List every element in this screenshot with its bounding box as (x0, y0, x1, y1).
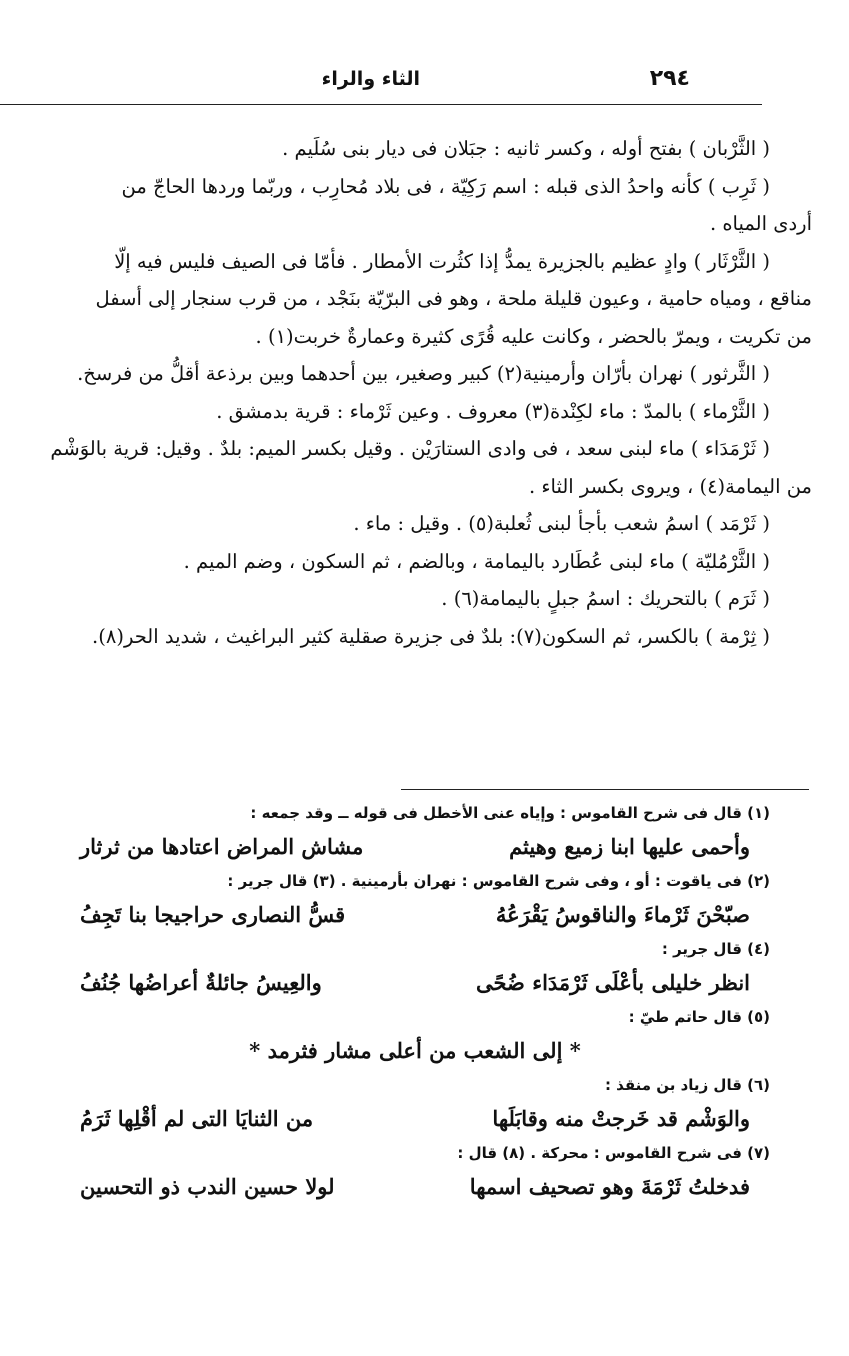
entry-line: ( الثَّرْبان ) بفتح أوله ، وكسر ثانيه : جبَلان فى ديار بنى سُلَيم . (282, 137, 770, 160)
entry-line: أردى المياه . (709, 212, 812, 235)
footnote-text: (٤) قال جرير : (661, 940, 770, 958)
verse-line (40, 1168, 770, 1206)
footnote-text: (٧) فى شرح القاموس : محركة . (٨) قال : (457, 1144, 770, 1162)
verse-hemistich: انظر خليلى بأعْلَى ثَرْمَدَاء ضُحًى (476, 970, 750, 995)
verse-line (40, 828, 770, 866)
verse-line (40, 896, 770, 934)
entry-line: ( الثَّرْمُليّة ) ماء لبنى عُطَارد باليمامة ، وبالضم ، ثم السكون ، وضم الميم . (183, 549, 770, 573)
entry-line: ( ثَرْمَد ) اسمُ شعب بأجأ لبنى ثُعلبة(٥) . وقيل : ماء . (353, 512, 770, 535)
footnote-text: (١) قال فى شرح القاموس : وإياه عنى الأخطل فى قوله ــ وقد جمعه : (250, 804, 770, 822)
footnote-text: (٢) فى ياقوت : أو ، وفى شرح القاموس : نهران بأرمينية . (٣) قال جرير : (227, 872, 770, 890)
verse-hemistich: والعِيسُ جائلةٌ أعراضُها جُنُفُ (80, 970, 322, 995)
verse-line (40, 1100, 770, 1138)
entry-line: ( ثَرِب ) كأنه واحدُ الذى قبله : اسم رَكِيّة ، فى بلاد مُحارِب ، وربّما وردها الحاجّ من (121, 174, 770, 198)
footnote-rule (401, 789, 809, 790)
entry-line: ( الثَّرْماء ) بالمدّ : ماء لكِنْدة(٣) معروف . وعين ثَرْماء : قرية بدمشق . (216, 399, 770, 423)
verse-hemistich: * إلى الشعب من أعلى مشار فثرمد * (249, 1038, 581, 1063)
verse-hemistich: وأحمى عليها ابنا زميع وهيثم (509, 834, 750, 859)
verse-line (40, 964, 770, 1002)
footnote-text: (٦) قال زياد بن منقذ : (604, 1076, 770, 1094)
page-number: ٢٩٤ (649, 66, 690, 91)
verse-hemistich: مشاش المراض اعتادها من ثرثار (80, 834, 364, 859)
verse-hemistich: والوَشْم قد خَرجتْ منه وقابَلَها (492, 1106, 750, 1131)
entry-line: ( ثَرْمَدَاء ) ماء لبنى سعد ، فى وادى الستارَيْن . وقيل بكسر الميم: بلدٌ . وقيل: قرية بالوَشْم (50, 437, 770, 460)
verse-hemistich: فدخلتُ ثَرْمَةَ وهو تصحيف اسمها (469, 1174, 750, 1199)
entry-line: من تكريت ، ويمرّ بالحضر ، وكانت عليه قُرًى كثيرة وعمارةٌ خربت(١) . (255, 324, 812, 348)
entry-line: ( الثَّرْثَار ) وادٍ عظيم بالجزيرة يمدُّ إذا كثُرت الأمطار . فأمّا فى الصيف فليس فيه إلّا (114, 249, 770, 273)
verse-hemistich: قسُّ النصارى حراجيجا بنا تَجِفُ (80, 902, 346, 927)
verse-line (40, 1032, 770, 1070)
verse-hemistich: صبّحْنَ ثَرْماءَ والناقوسُ يَقْرَعُهُ (495, 902, 750, 927)
entry-line: ( ثَرَم ) بالتحريك : اسمُ جبلٍ باليمامة(٦) . (441, 587, 770, 610)
verse-hemistich: لولا حسين الندب ذو التحسين (80, 1174, 335, 1199)
entry-line: مناقع ، ومياه حامية ، وعيون قليلة ملحة ، وهو فى البرّيّة بنَجْد ، من قرب سنجار إلى أسفل (95, 287, 812, 310)
verse-hemistich: من الثنايَا التى لم أقْلِها ثَرَمُ (80, 1106, 314, 1131)
footnote-text: (٥) قال حاتم طيّ : (628, 1008, 770, 1026)
running-title: الثاء والراء (321, 68, 420, 90)
entry-line: ( ثِرْمة ) بالكسر، ثم السكون(٧): بلدٌ فى جزيرة صقلية كثير البراغيث ، شديد الحر(٨). (92, 624, 770, 648)
footnotes (40, 800, 770, 1208)
page-header (0, 66, 760, 102)
header-rule (0, 104, 762, 105)
dictionary-entries (0, 130, 812, 655)
entry-line: من اليمامة(٤) ، ويروى بكسر الثاء . (528, 474, 812, 498)
entry-line: ( الثَّرثور ) نهران بأرّان وأرمينية(٢) كبير وصغير، بين أحدهما وبين برذعة أقلُّ من فرسخ. (77, 362, 770, 385)
